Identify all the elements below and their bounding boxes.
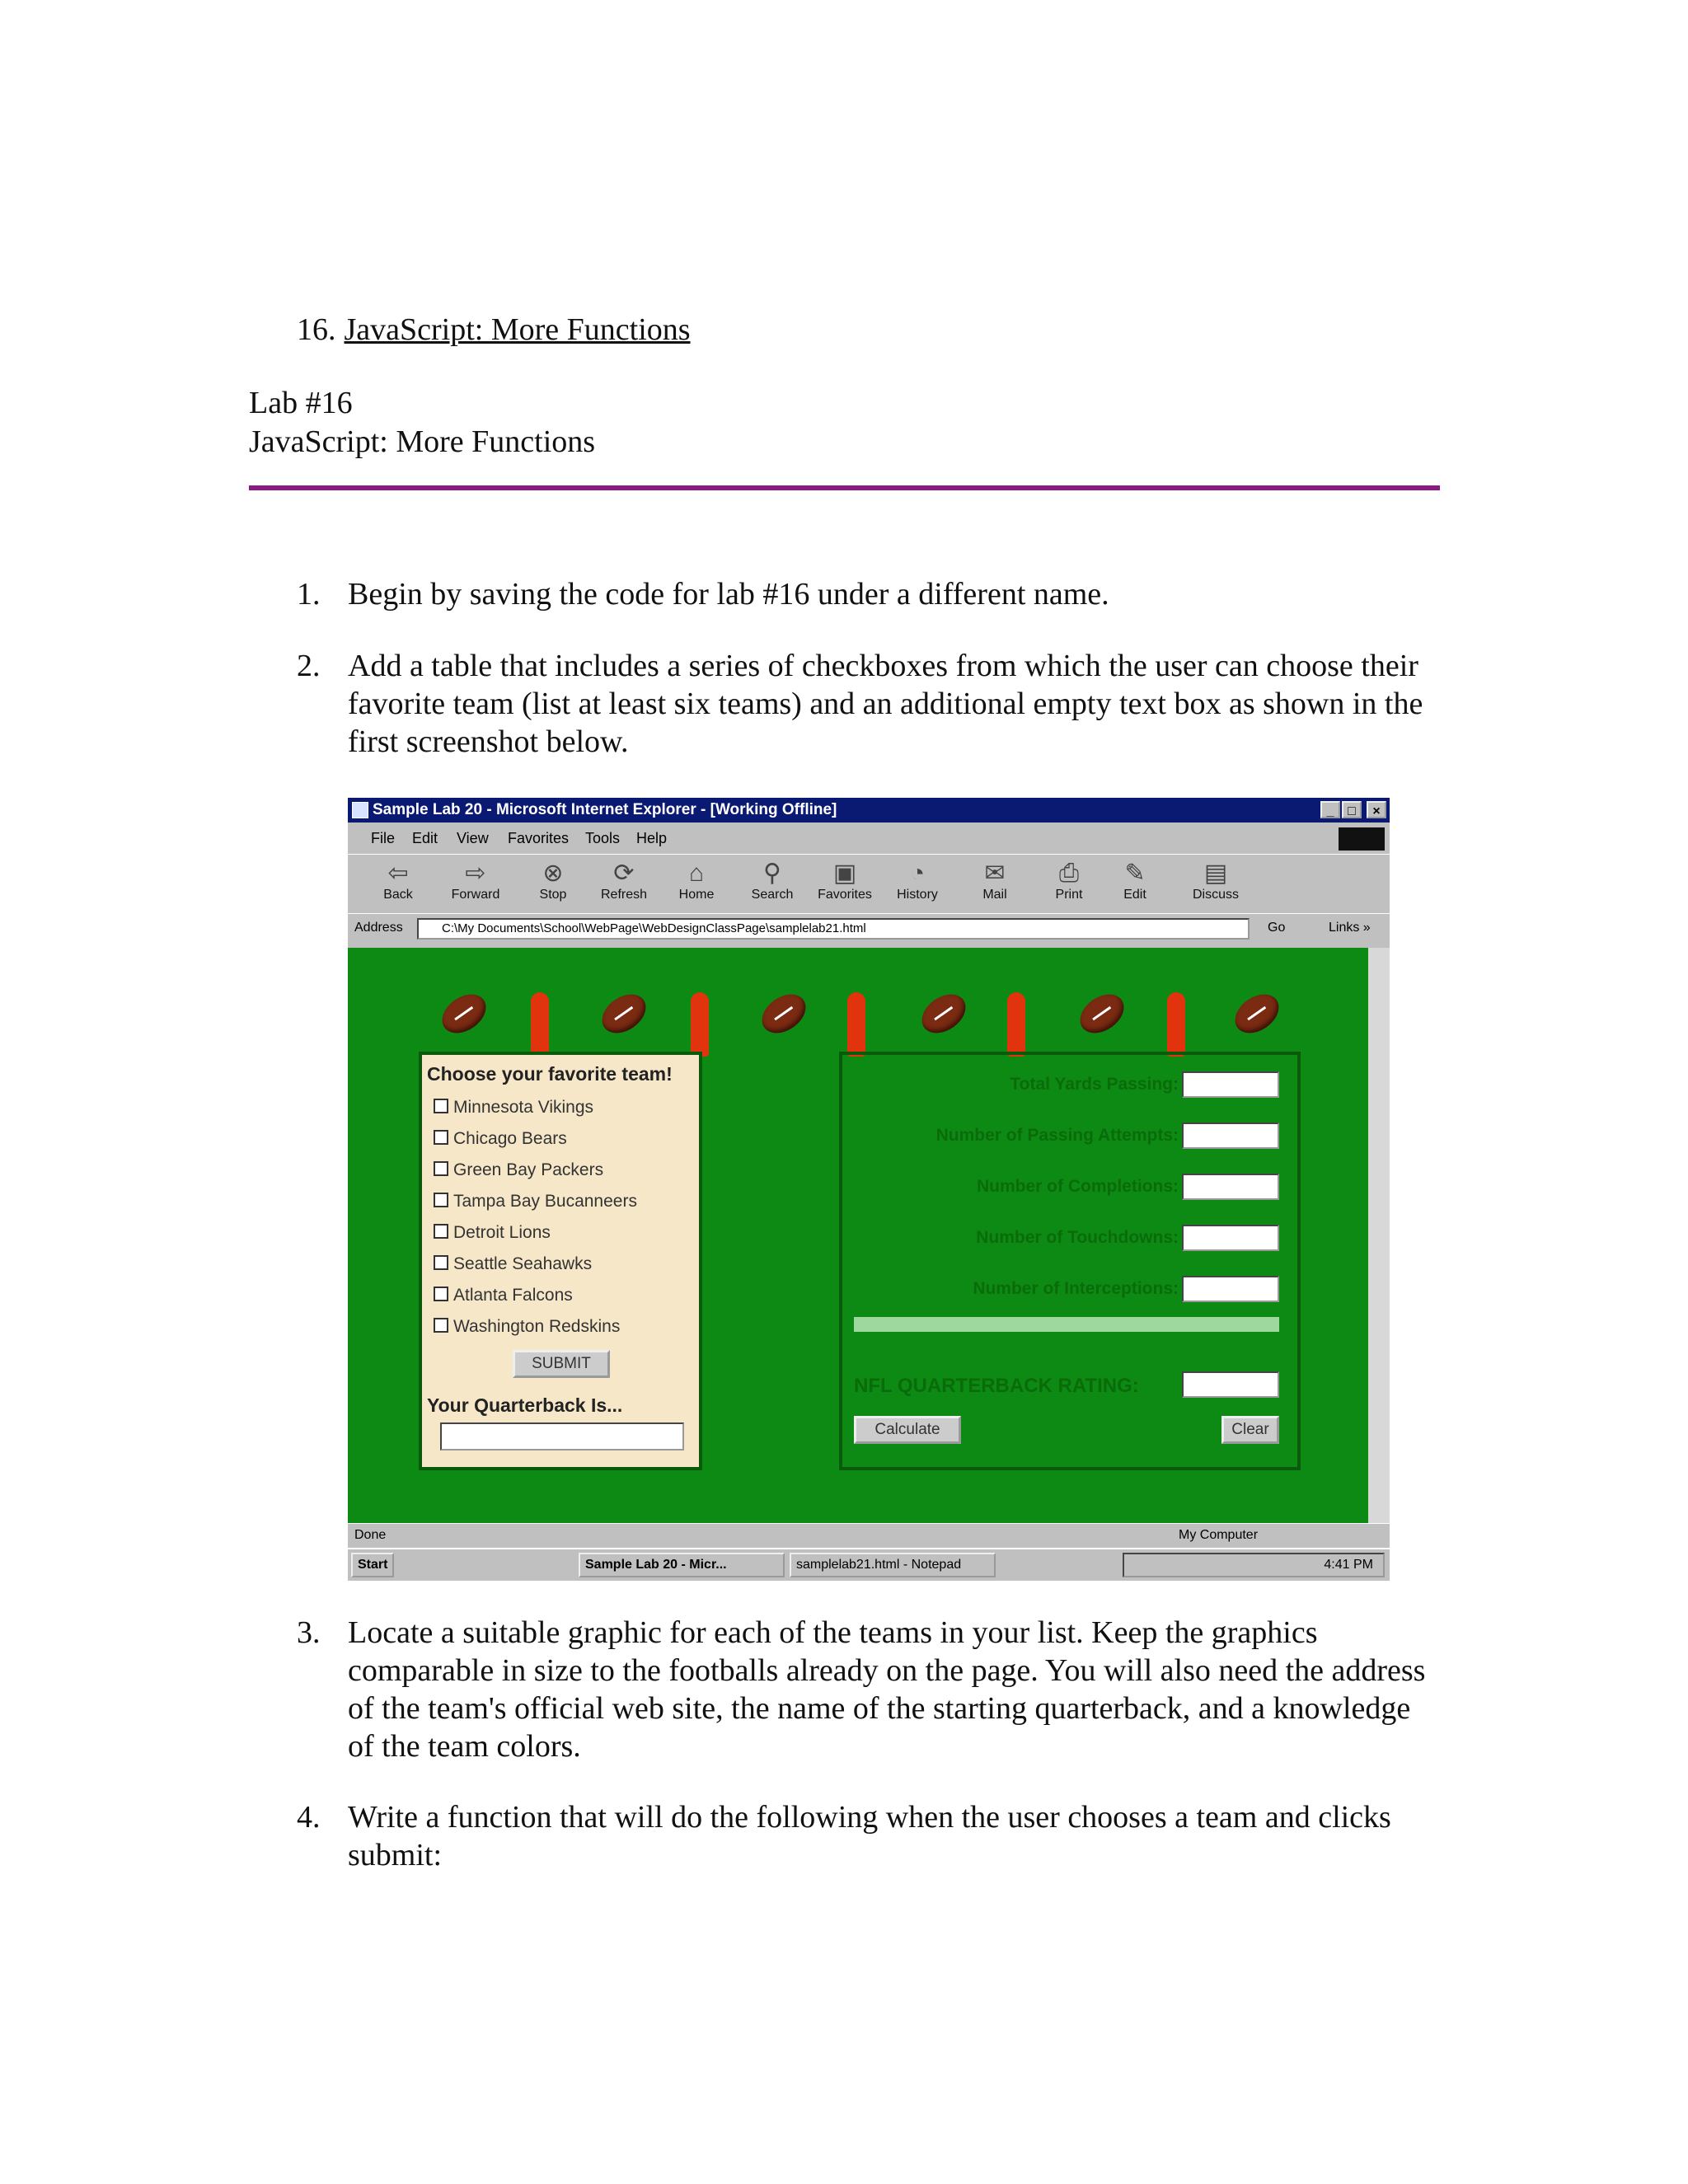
checkbox-icon[interactable] (434, 1099, 448, 1113)
clear-button[interactable]: Clear (1221, 1416, 1279, 1444)
menu-tools[interactable]: Tools (585, 830, 621, 846)
menu-bar (348, 824, 1390, 852)
step-text: Locate a suitable graphic for each of the teams in your list. Keep the graphics comparable in size to the footballs already on the page. You will also need the address of the team's official web site, the name of the starting quarterback, and a knowledge of the team colors. (348, 1615, 1426, 1764)
completions-label: Number of Completions: (977, 1177, 1179, 1196)
ie-icon (352, 802, 368, 818)
team-label: Atlanta Falcons (453, 1286, 573, 1305)
forward-label: Forward (451, 888, 500, 902)
mail-button[interactable] (966, 860, 1024, 902)
favorites-label: Favorites (818, 888, 872, 902)
team-label: Tampa Bay Bucanneers (453, 1192, 637, 1211)
taskbar (348, 1548, 1390, 1581)
checkbox-icon[interactable] (434, 1161, 448, 1176)
player-icon (531, 992, 549, 1057)
team-checkbox[interactable] (434, 1160, 603, 1180)
interceptions-input[interactable] (1182, 1276, 1279, 1302)
refresh-label: Refresh (600, 888, 648, 902)
team-label: Detroit Lions (453, 1223, 551, 1242)
football-icon (1228, 987, 1286, 1041)
forward-button[interactable] (447, 860, 504, 902)
player-icon (691, 992, 709, 1057)
close-icon[interactable]: × (1367, 801, 1386, 818)
player-icon (847, 992, 865, 1057)
section-title (297, 312, 691, 348)
touchdowns-label: Number of Touchdowns: (976, 1228, 1179, 1247)
team-checkbox[interactable] (434, 1254, 592, 1274)
step-number: 2. (297, 649, 321, 683)
discuss-button[interactable] (1187, 860, 1245, 902)
history-button[interactable] (889, 860, 946, 902)
start-button[interactable]: Start (351, 1553, 394, 1577)
history-icon: ◔ (909, 860, 926, 887)
edit-button[interactable] (1106, 860, 1164, 902)
football-icon (595, 987, 653, 1041)
football-icon (435, 987, 493, 1041)
section-number: 16. (297, 312, 336, 347)
step-text: Write a function that will do the following when the user chooses a team and clicks submit: (348, 1800, 1391, 1872)
team-checkbox[interactable] (434, 1098, 593, 1118)
home-button[interactable] (668, 860, 725, 902)
menu-view[interactable]: View (457, 830, 489, 846)
section-link[interactable]: JavaScript: More Functions (344, 312, 691, 347)
checkbox-icon[interactable] (434, 1193, 448, 1207)
step-number: 3. (297, 1615, 321, 1650)
stop-button[interactable] (524, 860, 582, 902)
quarterback-field[interactable] (440, 1422, 684, 1451)
team-panel (419, 1052, 702, 1470)
yards-label: Total Yards Passing: (1010, 1075, 1179, 1094)
menu-edit[interactable]: Edit (412, 830, 438, 846)
attempts-input[interactable] (1182, 1122, 1279, 1149)
back-button[interactable] (369, 860, 427, 902)
forward-icon: ⇨ (465, 860, 486, 887)
lab-heading (249, 384, 595, 462)
search-icon: ⚲ (763, 860, 781, 887)
address-bar (348, 913, 1390, 944)
menu-file[interactable]: File (371, 830, 396, 846)
print-label: Print (1055, 888, 1083, 902)
address-input[interactable]: C:\My Documents\School\WebPage\WebDesignClassPage\samplelab21.html (417, 918, 1250, 940)
checkbox-icon[interactable] (434, 1318, 448, 1333)
team-label: Washington Redskins (453, 1317, 621, 1336)
divider-bar (854, 1317, 1279, 1332)
refresh-button[interactable] (595, 860, 653, 902)
rating-label: NFL QUARTERBACK RATING: (854, 1375, 1139, 1397)
lab-subtitle: JavaScript: More Functions (249, 424, 596, 459)
edit-icon: ✎ (1124, 860, 1146, 887)
touchdowns-input[interactable] (1182, 1225, 1279, 1251)
football-icon (755, 987, 813, 1041)
browser-titlebar (348, 798, 1390, 823)
team-checkbox[interactable] (434, 1286, 573, 1305)
print-button[interactable] (1040, 860, 1098, 902)
team-checkbox[interactable] (434, 1129, 567, 1149)
status-bar (348, 1523, 1390, 1549)
discuss-icon: ▤ (1203, 860, 1228, 887)
history-label: History (897, 888, 938, 902)
system-tray (1123, 1553, 1385, 1577)
team-label: Seattle Seahawks (453, 1254, 593, 1273)
team-label: Chicago Bears (453, 1129, 567, 1148)
favorites-icon: ▣ (832, 860, 857, 887)
minimize-icon[interactable]: _ (1320, 801, 1340, 818)
team-checkbox[interactable] (434, 1223, 551, 1243)
page-viewport (348, 948, 1368, 1523)
player-icon (1007, 992, 1025, 1057)
task-ie[interactable]: Sample Lab 20 - Micr... (579, 1553, 785, 1577)
clock: 4:41 PM (1324, 1558, 1373, 1572)
football-icon (1073, 987, 1131, 1041)
browser-toolbar (348, 854, 1390, 914)
search-button[interactable] (743, 860, 801, 902)
submit-button[interactable]: SUBMIT (513, 1350, 610, 1378)
football-icon (915, 987, 973, 1041)
player-icon (1167, 992, 1185, 1057)
maximize-icon[interactable]: □ (1342, 801, 1362, 818)
step-number: 4. (297, 1800, 321, 1835)
zone-text: My Computer (1179, 1528, 1259, 1542)
favorites-button[interactable] (816, 860, 874, 902)
window-title: Sample Lab 20 - Microsoft Internet Explorer - [Working Offline] (373, 801, 837, 818)
step-text: Begin by saving the code for lab #16 under a different name. (348, 577, 1109, 612)
team-checkbox[interactable] (434, 1317, 620, 1337)
address-label: Address (354, 921, 403, 935)
refresh-icon: ⟳ (613, 860, 635, 887)
lab-number: Lab #16 (249, 386, 353, 420)
menu-help[interactable]: Help (636, 830, 668, 846)
back-icon: ⇦ (387, 860, 409, 887)
task-notepad[interactable]: samplelab21.html - Notepad (790, 1553, 996, 1577)
team-checkbox[interactable] (434, 1192, 637, 1212)
back-label: Back (383, 888, 413, 902)
status-text: Done (354, 1528, 387, 1542)
discuss-label: Discuss (1192, 888, 1239, 902)
checkbox-icon[interactable] (434, 1130, 448, 1145)
links-button[interactable]: Links » (1329, 921, 1371, 935)
step-number: 1. (297, 577, 321, 612)
divider-rule (249, 485, 1440, 490)
team-label: Minnesota Vikings (453, 1098, 594, 1117)
calculate-button[interactable]: Calculate (854, 1416, 961, 1444)
attempts-label: Number of Passing Attempts: (935, 1126, 1179, 1145)
completions-input[interactable] (1182, 1174, 1279, 1200)
stop-label: Stop (539, 888, 567, 902)
team-label: Green Bay Packers (453, 1160, 604, 1179)
stop-icon: ⊗ (542, 860, 564, 887)
checkbox-icon[interactable] (434, 1224, 448, 1239)
home-label: Home (678, 888, 715, 902)
print-icon: ⎙ (1059, 860, 1079, 887)
browser-screenshot (348, 798, 1390, 1581)
interceptions-label: Number of Interceptions: (973, 1279, 1179, 1298)
go-button[interactable]: Go (1268, 921, 1286, 935)
mail-icon: ✉ (984, 860, 1006, 887)
yards-input[interactable] (1182, 1071, 1279, 1098)
checkbox-icon[interactable] (434, 1286, 448, 1301)
edit-label: Edit (1123, 888, 1146, 902)
windows-logo (1339, 827, 1385, 851)
checkbox-icon[interactable] (434, 1255, 448, 1270)
home-icon: ⌂ (688, 860, 705, 887)
vertical-scrollbar[interactable] (1368, 948, 1390, 1523)
menu-favorites[interactable]: Favorites (508, 830, 570, 846)
rating-calculator (839, 1052, 1301, 1470)
search-label: Search (751, 888, 794, 902)
quarterback-heading: Your Quarterback Is... (427, 1394, 623, 1416)
team-heading: Choose your favorite team! (427, 1063, 673, 1085)
rating-output[interactable] (1182, 1371, 1279, 1398)
mail-label: Mail (982, 888, 1007, 902)
step-text: Add a table that includes a series of checkboxes from which the user can choose their favorite team (list at least six teams) and an additional empty text box as shown in the first screenshot below. (348, 649, 1423, 759)
